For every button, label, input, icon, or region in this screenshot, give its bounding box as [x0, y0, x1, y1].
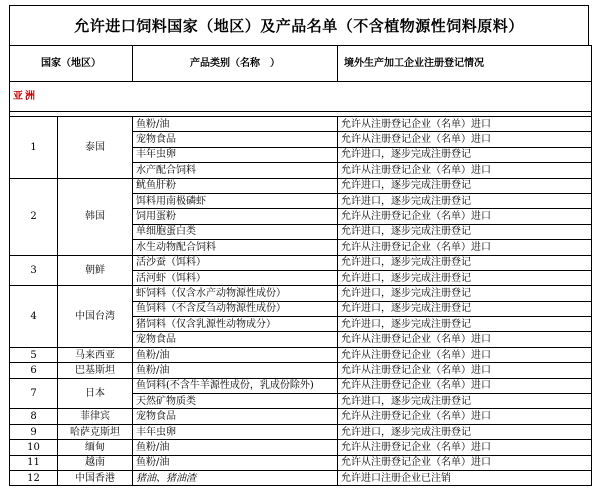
registration-status: 允许从注册登记企业（名单）进口 [338, 455, 592, 470]
table-header-row [10, 46, 592, 82]
table-row [10, 117, 592, 132]
registration-status: 允许进口，逐步完成注册登记 [338, 193, 592, 208]
product-name: 宠物食品 [133, 132, 338, 147]
registration-status: 允许从注册登记企业（名单）进口 [338, 132, 592, 147]
registration-status: 允许进口，逐步完成注册登记 [338, 317, 592, 332]
country-name: 韩国 [58, 178, 133, 255]
product-name: 猪饲料（仅含乳源性动物成分） [133, 317, 338, 332]
product-name: 鱼粉/油 [133, 347, 338, 362]
registration-status: 允许从注册登记企业（名单）进口 [338, 332, 592, 347]
entry-number: 8 [10, 409, 58, 424]
registration-status: 允许进口，逐步完成注册登记 [338, 147, 592, 162]
entry-number: 2 [10, 178, 58, 255]
registration-status: 允许从注册登记企业（名单）进口 [338, 347, 592, 362]
registration-status: 允许进口，逐步完成注册登记 [338, 270, 592, 285]
region-row [10, 82, 592, 112]
entry-number: 1 [10, 117, 58, 179]
entry-number: 11 [10, 455, 58, 470]
registration-status: 允许进口注册企业已注销 [338, 470, 592, 485]
entry-number: 9 [10, 424, 58, 439]
product-name: 鱼饲料（不含反刍动物源性成份） [133, 301, 338, 316]
product-name: 鱼粉/油 [133, 455, 338, 470]
country-name: 中国台湾 [58, 286, 133, 348]
registration-status: 允许从注册登记企业（名单）进口 [338, 378, 592, 393]
table-row [10, 363, 592, 378]
page-title: 允许进口饲料国家（地区）及产品名单（不含植物源性饲料原料） [9, 5, 589, 45]
entry-number: 10 [10, 440, 58, 455]
registration-status: 允许从注册登记企业（名单）进口 [338, 117, 592, 132]
country-name: 泰国 [58, 117, 133, 179]
product-name: 鱼粉/油 [133, 363, 338, 378]
table-row [10, 378, 592, 393]
table-row [10, 424, 592, 439]
entry-number: 5 [10, 347, 58, 362]
product-name: 丰年虫卵 [133, 424, 338, 439]
country-name: 缅甸 [58, 440, 133, 455]
product-name: 宠物食品 [133, 332, 338, 347]
country-name: 日本 [58, 378, 133, 409]
header-product: 产品类别（名称 ） [133, 46, 338, 82]
country-name: 巴基斯坦 [58, 363, 133, 378]
product-name: 丰年虫卵 [133, 147, 338, 162]
country-name: 菲律宾 [58, 409, 133, 424]
registration-status: 允许进口，逐步完成注册登记 [338, 224, 592, 239]
registration-status: 允许从注册登记企业（名单）进口 [338, 409, 592, 424]
country-name: 马来西亚 [58, 347, 133, 362]
product-name: 天然矿物质类 [133, 394, 338, 409]
registration-status: 允许从注册登记企业（名单）进口 [338, 363, 592, 378]
product-name: 鱿鱼肝粉 [133, 178, 338, 193]
entry-number: 12 [10, 470, 58, 485]
entry-number: 7 [10, 378, 58, 409]
registration-status: 允许进口，逐步完成注册登记 [338, 424, 592, 439]
registration-status: 允许进口，逐步完成注册登记 [338, 255, 592, 270]
header-registration: 境外生产加工企业注册登记情况 [338, 46, 592, 82]
registration-status: 允许进口，逐步完成注册登记 [338, 286, 592, 301]
entry-number: 6 [10, 363, 58, 378]
registration-status: 允许进口，逐步完成注册登记 [338, 394, 592, 409]
registration-status: 允许从注册登记企业（名单）进口 [338, 240, 592, 255]
product-list-table [9, 45, 592, 486]
registration-status: 允许从注册登记企业（名单）进口 [338, 163, 592, 178]
table-row [10, 470, 592, 485]
product-name: 饵料用南极磷虾 [133, 193, 338, 208]
country-name: 中国香港 [58, 470, 133, 485]
table-row [10, 255, 592, 270]
country-name: 越南 [58, 455, 133, 470]
entry-number: 4 [10, 286, 58, 348]
entry-number: 3 [10, 255, 58, 286]
country-name: 哈萨克斯坦 [58, 424, 133, 439]
table-row [10, 347, 592, 362]
country-name: 朝鲜 [58, 255, 133, 286]
table-row [10, 455, 592, 470]
product-name: 鱼粉/油 [133, 117, 338, 132]
table-row [10, 286, 592, 301]
table-row [10, 409, 592, 424]
product-name: 水产配合饲料 [133, 163, 338, 178]
product-name: 水生动物配合饲料 [133, 240, 338, 255]
table-row [10, 178, 592, 193]
product-name: 宠物食品 [133, 409, 338, 424]
product-name: 单细胞蛋白类 [133, 224, 338, 239]
product-name: 鱼饲料(不含牛羊源性成份，乳成份除外) [133, 378, 338, 393]
region-label: 亚洲 [10, 82, 592, 112]
registration-status: 允许进口，逐步完成注册登记 [338, 301, 592, 316]
product-name: 活沙蚕（饵料） [133, 255, 338, 270]
product-name: 活河虾（饵料） [133, 270, 338, 285]
header-country: 国家（地区） [10, 46, 133, 82]
registration-status: 允许从注册登记企业（名单）进口 [338, 209, 592, 224]
product-name: 猪油、猪油渣 [133, 470, 338, 485]
product-name: 饲用蛋粉 [133, 209, 338, 224]
registration-status: 允许进口，逐步完成注册登记 [338, 178, 592, 193]
table-row [10, 440, 592, 455]
registration-status: 允许从注册登记企业（名单）进口 [338, 440, 592, 455]
product-name: 虾饲料（仅含水产动物源性成份） [133, 286, 338, 301]
product-name: 鱼粉/油 [133, 440, 338, 455]
